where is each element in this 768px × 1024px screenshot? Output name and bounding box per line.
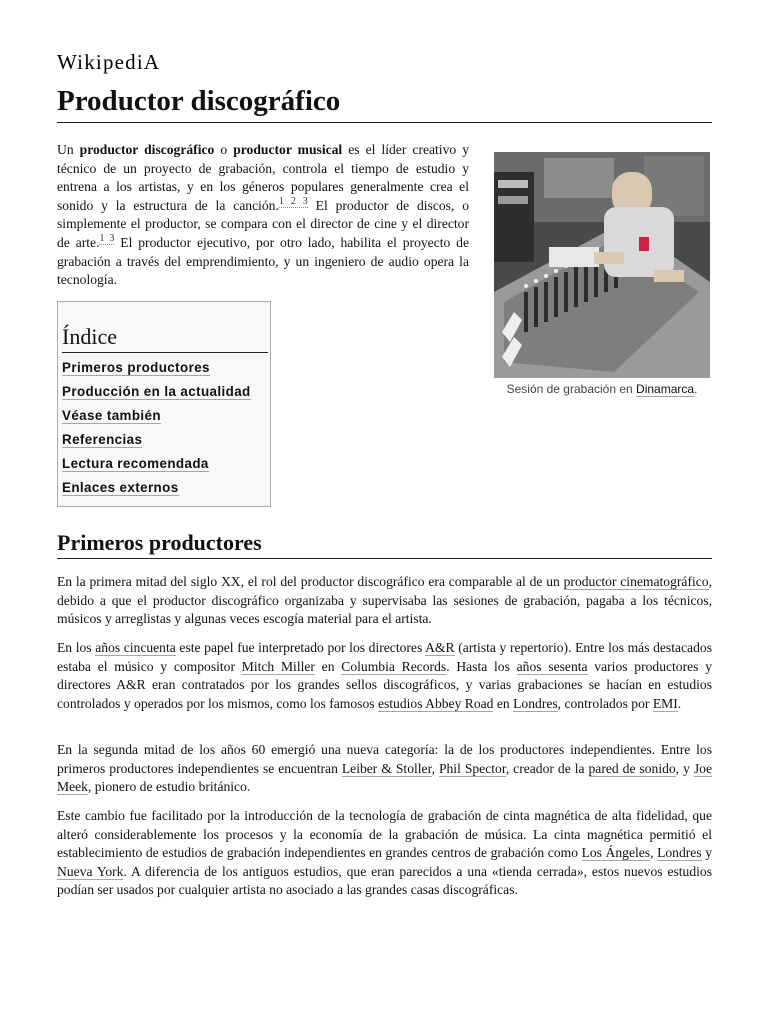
paragraph-text: , creador de la <box>505 760 589 776</box>
inline-link[interactable]: pared de sonido <box>588 760 676 776</box>
paragraph-text: este papel fue interpretado por los directores <box>175 640 426 655</box>
intro-text: es el líder creativo y técnico de un proyecto de grabación, controla el tiempo de estudio y entrena a los artistas, y en los géneros populares generalmente crea el sonido y la estructura de la canción. <box>57 142 470 213</box>
toc-item[interactable] <box>62 431 266 455</box>
recording-session-photo[interactable] <box>494 152 710 378</box>
paragraph-text: . <box>677 695 682 711</box>
toc-item-label[interactable]: Véase también <box>62 408 161 423</box>
inline-link[interactable]: Nueva York <box>57 863 124 879</box>
toc-item[interactable] <box>62 455 266 479</box>
page-title: Productor discográfico <box>57 85 712 123</box>
toc-item[interactable] <box>62 359 266 383</box>
toc-item-label[interactable]: Lectura recomendada <box>62 456 209 471</box>
toc-item-label[interactable]: Enlaces externos <box>62 480 179 495</box>
section-paragraph <box>57 639 712 713</box>
inline-link[interactable]: Leiber & Stoller <box>341 760 432 776</box>
paragraph-text: (artista y repertorio). Entre los más destacados estaba el músico y compositor <box>57 640 712 674</box>
paragraph-text: , y <box>675 760 694 776</box>
inline-link[interactable]: Londres <box>657 845 702 861</box>
intro-text: El productor ejecutivo, por otro lado, habilita el proyecto de grabación a través del emprendimiento, y un ingeniero de audio opera la tecnología. <box>57 234 470 288</box>
paragraph-text: en <box>314 658 342 674</box>
inline-link[interactable]: Mitch Miller <box>241 658 315 674</box>
paragraph-text: y <box>701 845 712 861</box>
inline-link[interactable]: años cincuenta <box>95 640 176 655</box>
toc-item[interactable] <box>62 407 266 431</box>
caption-text: Sesión de grabación en <box>506 382 637 396</box>
section-paragraph <box>57 741 712 797</box>
photo-illustration <box>494 152 710 378</box>
paragraph-text: , <box>431 760 439 776</box>
intro-text: o <box>214 142 234 157</box>
inline-link[interactable]: Joe Meek <box>57 760 713 795</box>
paragraph-text: , controlados por <box>557 695 653 711</box>
inline-link[interactable]: EMI <box>652 695 678 711</box>
reference-link[interactable]: 1 2 3 <box>278 196 308 208</box>
inline-link[interactable]: años sesenta <box>516 658 588 674</box>
paragraph-text: , debido a que el productor discográfico organizaba y supervisaba las sesiones de grabación, pagaba a los técnicos, músicos y arreglistas y algunas veces escogía material para el artista. <box>57 574 712 627</box>
paragraph-text: En la primera mitad del siglo XX, el rol del productor discográfico era comparable al de un <box>57 574 564 589</box>
inline-link[interactable]: productor cinematográfico <box>563 574 709 589</box>
caption-link-dinamarca[interactable]: Dinamarca <box>636 382 695 396</box>
section-paragraph <box>57 807 712 900</box>
inline-link[interactable]: Los Ángeles <box>581 845 651 861</box>
inline-link[interactable]: estudios Abbey Road <box>377 695 494 711</box>
toc-item-label[interactable]: Primeros productores <box>62 360 210 375</box>
section-heading: Primeros productores <box>57 530 712 559</box>
toc-item[interactable] <box>62 383 266 407</box>
table-of-contents <box>57 301 271 507</box>
section-paragraph <box>57 573 712 629</box>
toc-list <box>62 359 266 503</box>
inline-link[interactable]: Londres <box>513 695 558 711</box>
toc-title: Índice <box>62 324 268 353</box>
figure-caption <box>494 382 710 396</box>
wikipedia-wordmark[interactable]: WikipediA <box>57 50 161 74</box>
intro-bold-term: productor musical <box>233 142 343 157</box>
caption-text: . <box>694 382 698 396</box>
inline-link[interactable]: Phil Spector <box>438 760 506 776</box>
toc-item-label[interactable]: Referencias <box>62 432 143 447</box>
paragraph-text: en <box>493 695 514 711</box>
paragraph-text: varios productores y directores A&R eran contratados por los grandes sellos discográficos, y varias grabaciones se hacían en estudios controlados y operados por los mismos, como los famosos <box>57 658 712 711</box>
inline-link[interactable]: A&R <box>425 640 455 655</box>
paragraph-text: En los <box>57 640 96 655</box>
reference-link[interactable]: 1 3 <box>99 233 115 245</box>
intro-text: Un <box>57 142 80 157</box>
infobox-figure <box>494 152 710 396</box>
paragraph-text: Este cambio fue facilitado por la introducción de la tecnología de grabación de cinta magnética de alta fidelidad, que alteró considerablemente los procesos y la economía de la grabación de música. La cinta magnética permitió el establecimiento de estudios de grabación independientes en grandes centros de grabación como <box>57 808 712 861</box>
paragraph-text: . A diferencia de los antiguos estudios, que eran parecidos a una «tienda cerrada», estos nuevos estudios podían ser usados por cualquier artista no asociado a las grandes casas discográficas. <box>57 863 712 898</box>
intro-bold-term: productor discográfico <box>79 142 215 157</box>
toc-item-label[interactable]: Producción en la actualidad <box>62 384 251 399</box>
intro-text: El productor de discos, o simplemente el productor, se compara con el director de cine y el director de arte. <box>57 197 470 250</box>
paragraph-text: En la segunda mitad de los años 60 emergió una nueva categoría: la de los productores independientes. Entre los primeros productores independientes se encuentran <box>57 742 712 776</box>
toc-item[interactable] <box>62 479 266 503</box>
paragraph-text: , pionero de estudio británico. <box>87 779 251 795</box>
intro-paragraph <box>57 141 469 290</box>
inline-link[interactable]: Columbia Records <box>341 658 447 674</box>
paragraph-text: . Hasta los <box>446 658 517 674</box>
paragraph-text: , <box>650 845 658 861</box>
